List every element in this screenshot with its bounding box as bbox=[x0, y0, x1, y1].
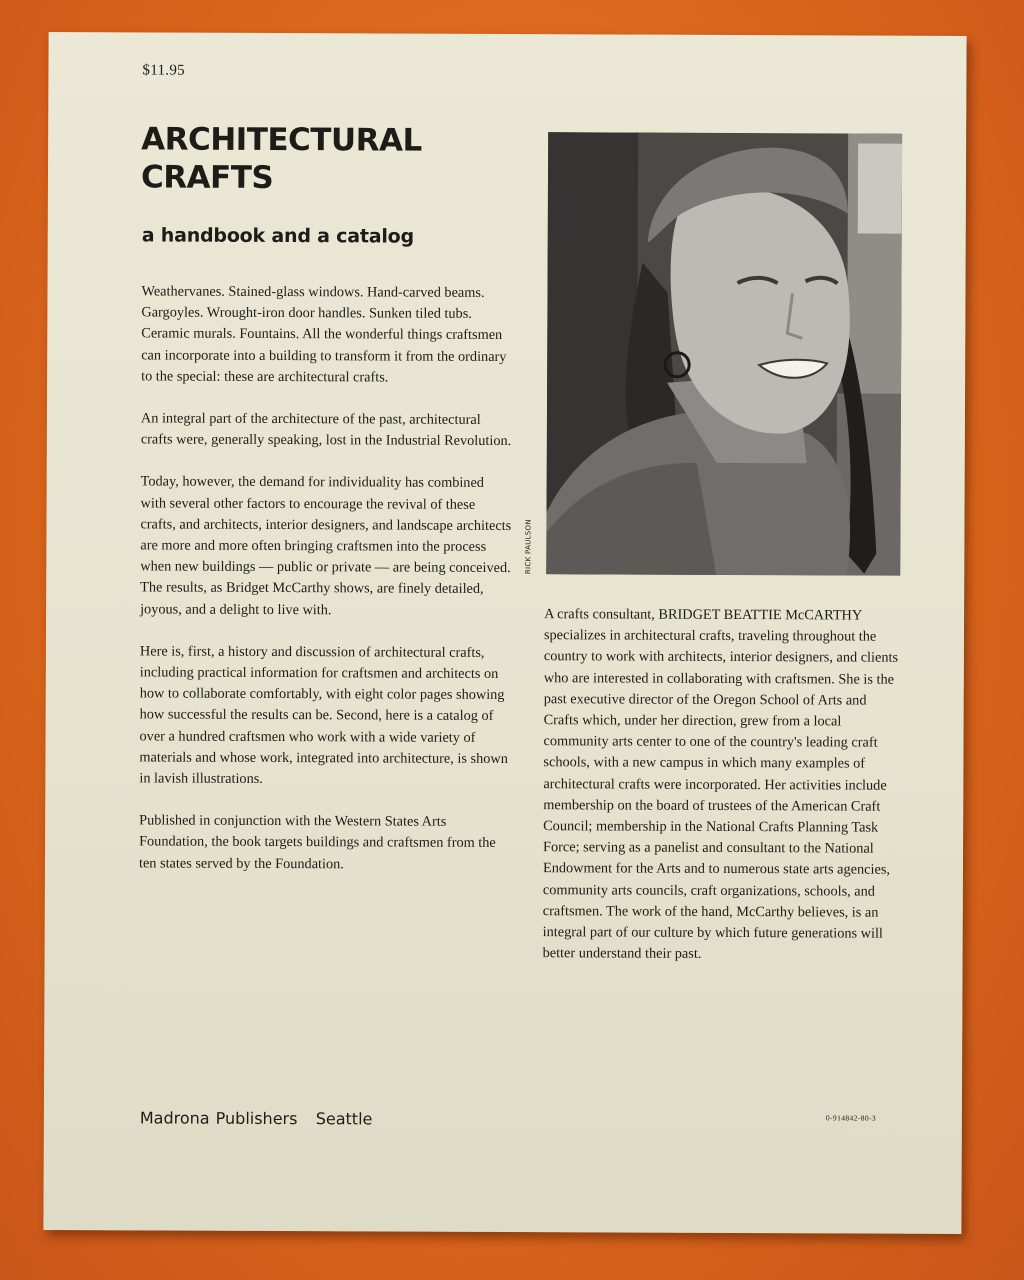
author-portrait-illustration bbox=[546, 132, 902, 576]
description-paragraph: Here is, first, a history and discussion of architectural crafts, including practical information for craftsmen and architects on how to collaborate comfortably, with eight color pages showing how successful the results can be. Second, here is a catalog of over a hundred craftsmen who work with a wide variety of materials and whose work, integrated into architecture, is shown in lavish illustrations. bbox=[139, 643, 508, 788]
book-subtitle: a handbook and a catalog bbox=[141, 224, 415, 248]
title-line-1: ARCHITECTURAL bbox=[141, 121, 422, 159]
book-title bbox=[141, 120, 422, 197]
publisher-name: Madrona Publishers bbox=[139, 1108, 298, 1129]
description-paragraph: Today, however, the demand for individuality has combined with several other factors to encourage the revival of these crafts, and architects, interior designers, and landscape architects are more and more often bringing craftsmen into the process when new buildings — public or private — are being conceived. The results, as Bridget McCarthy shows, are finely detailed, joyous, and a delight to live with. bbox=[140, 473, 512, 618]
book-back-cover bbox=[43, 32, 966, 1234]
author-photo bbox=[546, 132, 902, 576]
description-paragraph: Weathervanes. Stained-glass windows. Hand-carved beams. Gargoyles. Wrought-iron door handles. Sunken tiled tubs. Ceramic murals. Fountains. All the wonderful things craftsmen can incorporate into a building to transform it from the ordinary to the special: these are architectural crafts. bbox=[141, 283, 507, 386]
author-bio-column bbox=[543, 604, 905, 966]
publisher-city: Seattle bbox=[315, 1109, 373, 1129]
price-label: $11.95 bbox=[142, 62, 185, 79]
photo-credit: RICK PAULSON bbox=[524, 519, 533, 575]
publisher-line bbox=[140, 1108, 373, 1128]
description-paragraph: An integral part of the architecture of the past, architectural crafts were, generally speaking, lost in the Industrial Revolution. bbox=[140, 410, 512, 450]
description-column bbox=[139, 281, 514, 896]
description-paragraph: Published in conjunction with the Western States Arts Foundation, the book targets buildings and craftsmen from the ten states served by the Foundation. bbox=[138, 812, 496, 872]
title-line-2: CRAFTS bbox=[140, 159, 274, 196]
isbn-number: 0-914842-80-3 bbox=[825, 1113, 877, 1123]
author-bio: A crafts consultant, BRIDGET BEATTIE McCARTHY specializes in architectural crafts, traveling throughout the country to work with architects, interior designers, and clients who are interested in collaborating with craftsmen. She is the past executive director of the Oregon School of Arts and Crafts which, under her direction, grew from a local community arts center to one of the country's leading craft schools, with a new campus in which many examples of architectural crafts were incorporated. Her activities include membership on the board of trustees of the American Craft Council; membership in the National Crafts Planning Task Force; serving as a panelist and consultant to the National Endowment for the Arts and to numerous state arts agencies, community arts councils, craft organizations, schools, and craftsmen. The work of the hand, McCarthy believes, is an integral part of our culture by which future generations will better understand their past. bbox=[542, 606, 899, 963]
